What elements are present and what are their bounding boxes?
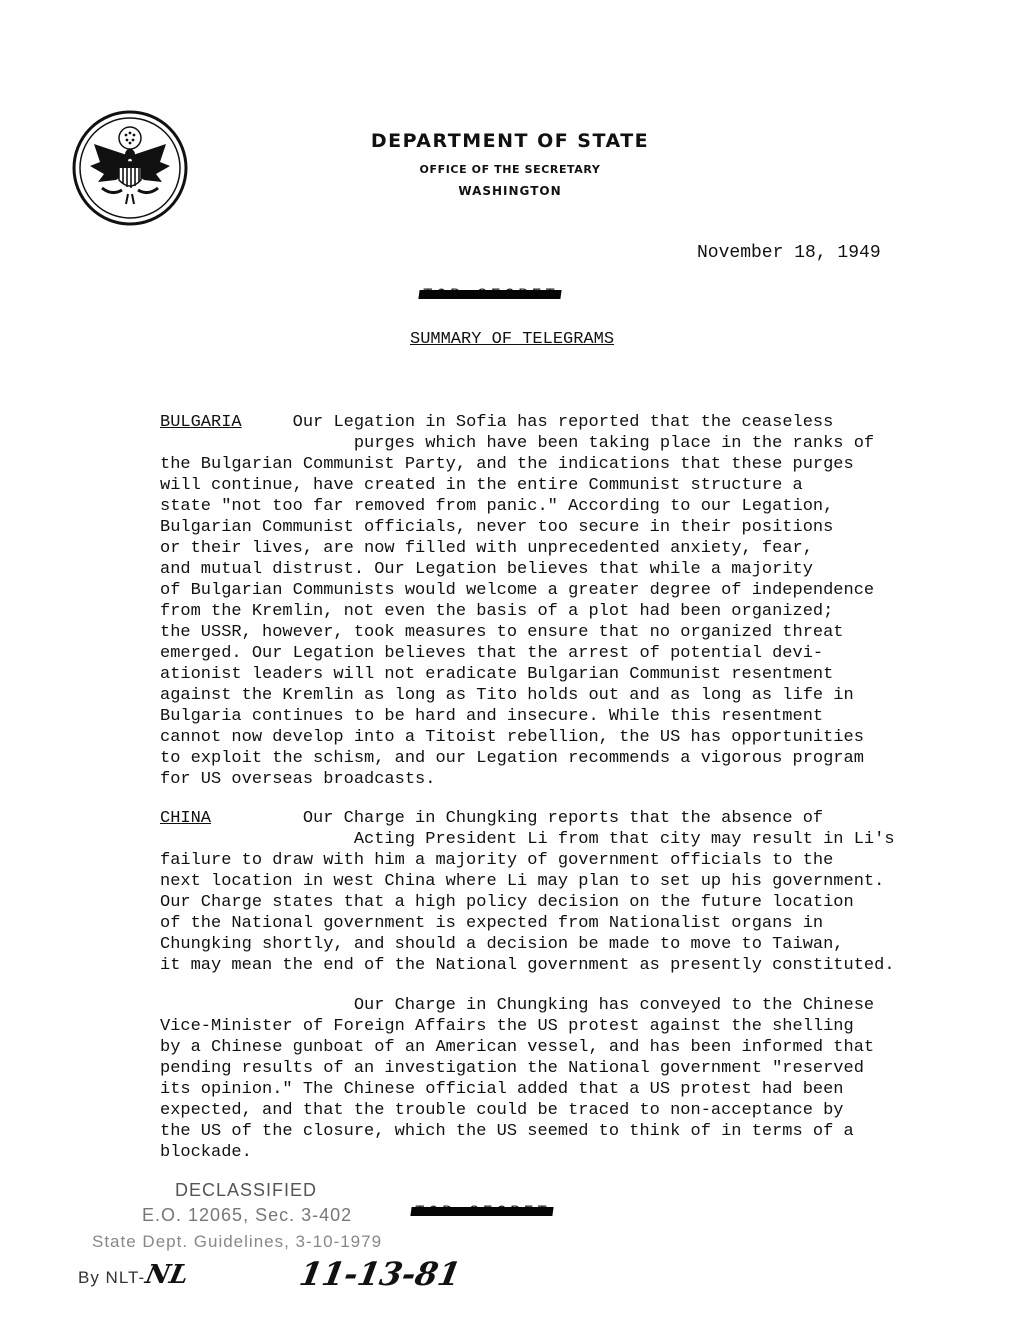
executive-order-line: E.O. 12065, Sec. 3-402 bbox=[142, 1205, 353, 1225]
city-subtitle: WASHINGTON bbox=[458, 184, 562, 198]
section-china-continued bbox=[160, 995, 940, 1163]
section-body: Acting President Li from that city may result in Li's failure to draw with him a majority of government officials to the next location in west China where Li may plan to set up his government. Our Charge states that a high policy decision on the future location of the National government is expected from Nationalist organs in Chungking shortly, and should a decision be made to move to Taiwan, it may mean the end of the National government as presently constituted. bbox=[160, 830, 895, 975]
section-label: CHINA bbox=[160, 809, 212, 828]
section-first-line: Our Charge in Chungking reports that the absence of bbox=[302, 809, 824, 828]
section-body: Our Charge in Chungking has conveyed to the Chinese Vice-Minister of Foreign Affairs the US protest against the shelling by a Chinese gunboat of an American vessel, and has been informed that pending results of an investigation the National government "reserved its opinion." The Chinese official added that a US protest had been expected, and that the trouble could be traced to non-acceptance by the US of the closure, which the US seemed to think of in terms of a blockade. bbox=[160, 996, 875, 1162]
section-china bbox=[160, 808, 940, 976]
section-label: BULGARIA bbox=[160, 413, 242, 432]
document-heading: SUMMARY OF TELEGRAMS bbox=[410, 330, 615, 349]
state-guidelines-line: State Dept. Guidelines, 3-10-1979 bbox=[92, 1232, 383, 1251]
section-body: purges which have been taking place in the ranks of the Bulgarian Communist Party, and the indications that these purges will continue, have created in the entire Communist structure a state "not too far removed from panic." According to our Legation, Bulgarian Communist officials, never too secure in their positions or their lives, are now filled with unprecedented anxiety, fear, and mutual distrust. Our Legation believes that while a majority of Bulgarian Communists would welcome a greater degree of independence from the Kremlin, not even the basis of a plot had been organized; the USSR, however, took measures to ensure that no organized threat emerged. Our Legation believes that the arrest of potential devi- ationist leaders will not eradicate Bulgarian Communist resentment against the Kremlin as long as Tito holds out and as long as life in Bulgaria continues to be hard and insecure. While this resentment cannot now develop into a Titoist rebellion, the US has opportunities to exploit the schism, and our Legation recommends a vigorous program for US overseas broadcasts. bbox=[160, 434, 875, 789]
redaction-bar bbox=[410, 1207, 553, 1216]
classification-marking-top bbox=[423, 286, 559, 304]
document-date: November 18, 1949 bbox=[697, 243, 881, 263]
department-of-state-seal bbox=[72, 110, 188, 226]
classification-marking-bottom bbox=[415, 1203, 551, 1221]
declassified-by-line: By NLT- bbox=[78, 1268, 146, 1287]
declassified-stamp: DECLASSIFIED bbox=[175, 1180, 318, 1200]
section-first-line: Our Legation in Sofia has reported that the ceaseless bbox=[292, 413, 834, 432]
section-bulgaria bbox=[160, 412, 940, 790]
department-title: DEPARTMENT OF STATE bbox=[370, 130, 650, 152]
redaction-bar bbox=[418, 290, 561, 299]
reviewer-initials: NL bbox=[142, 1260, 192, 1290]
office-subtitle: OFFICE OF THE SECRETARY bbox=[419, 163, 601, 176]
declassification-date: 11-13-81 bbox=[296, 1255, 464, 1293]
